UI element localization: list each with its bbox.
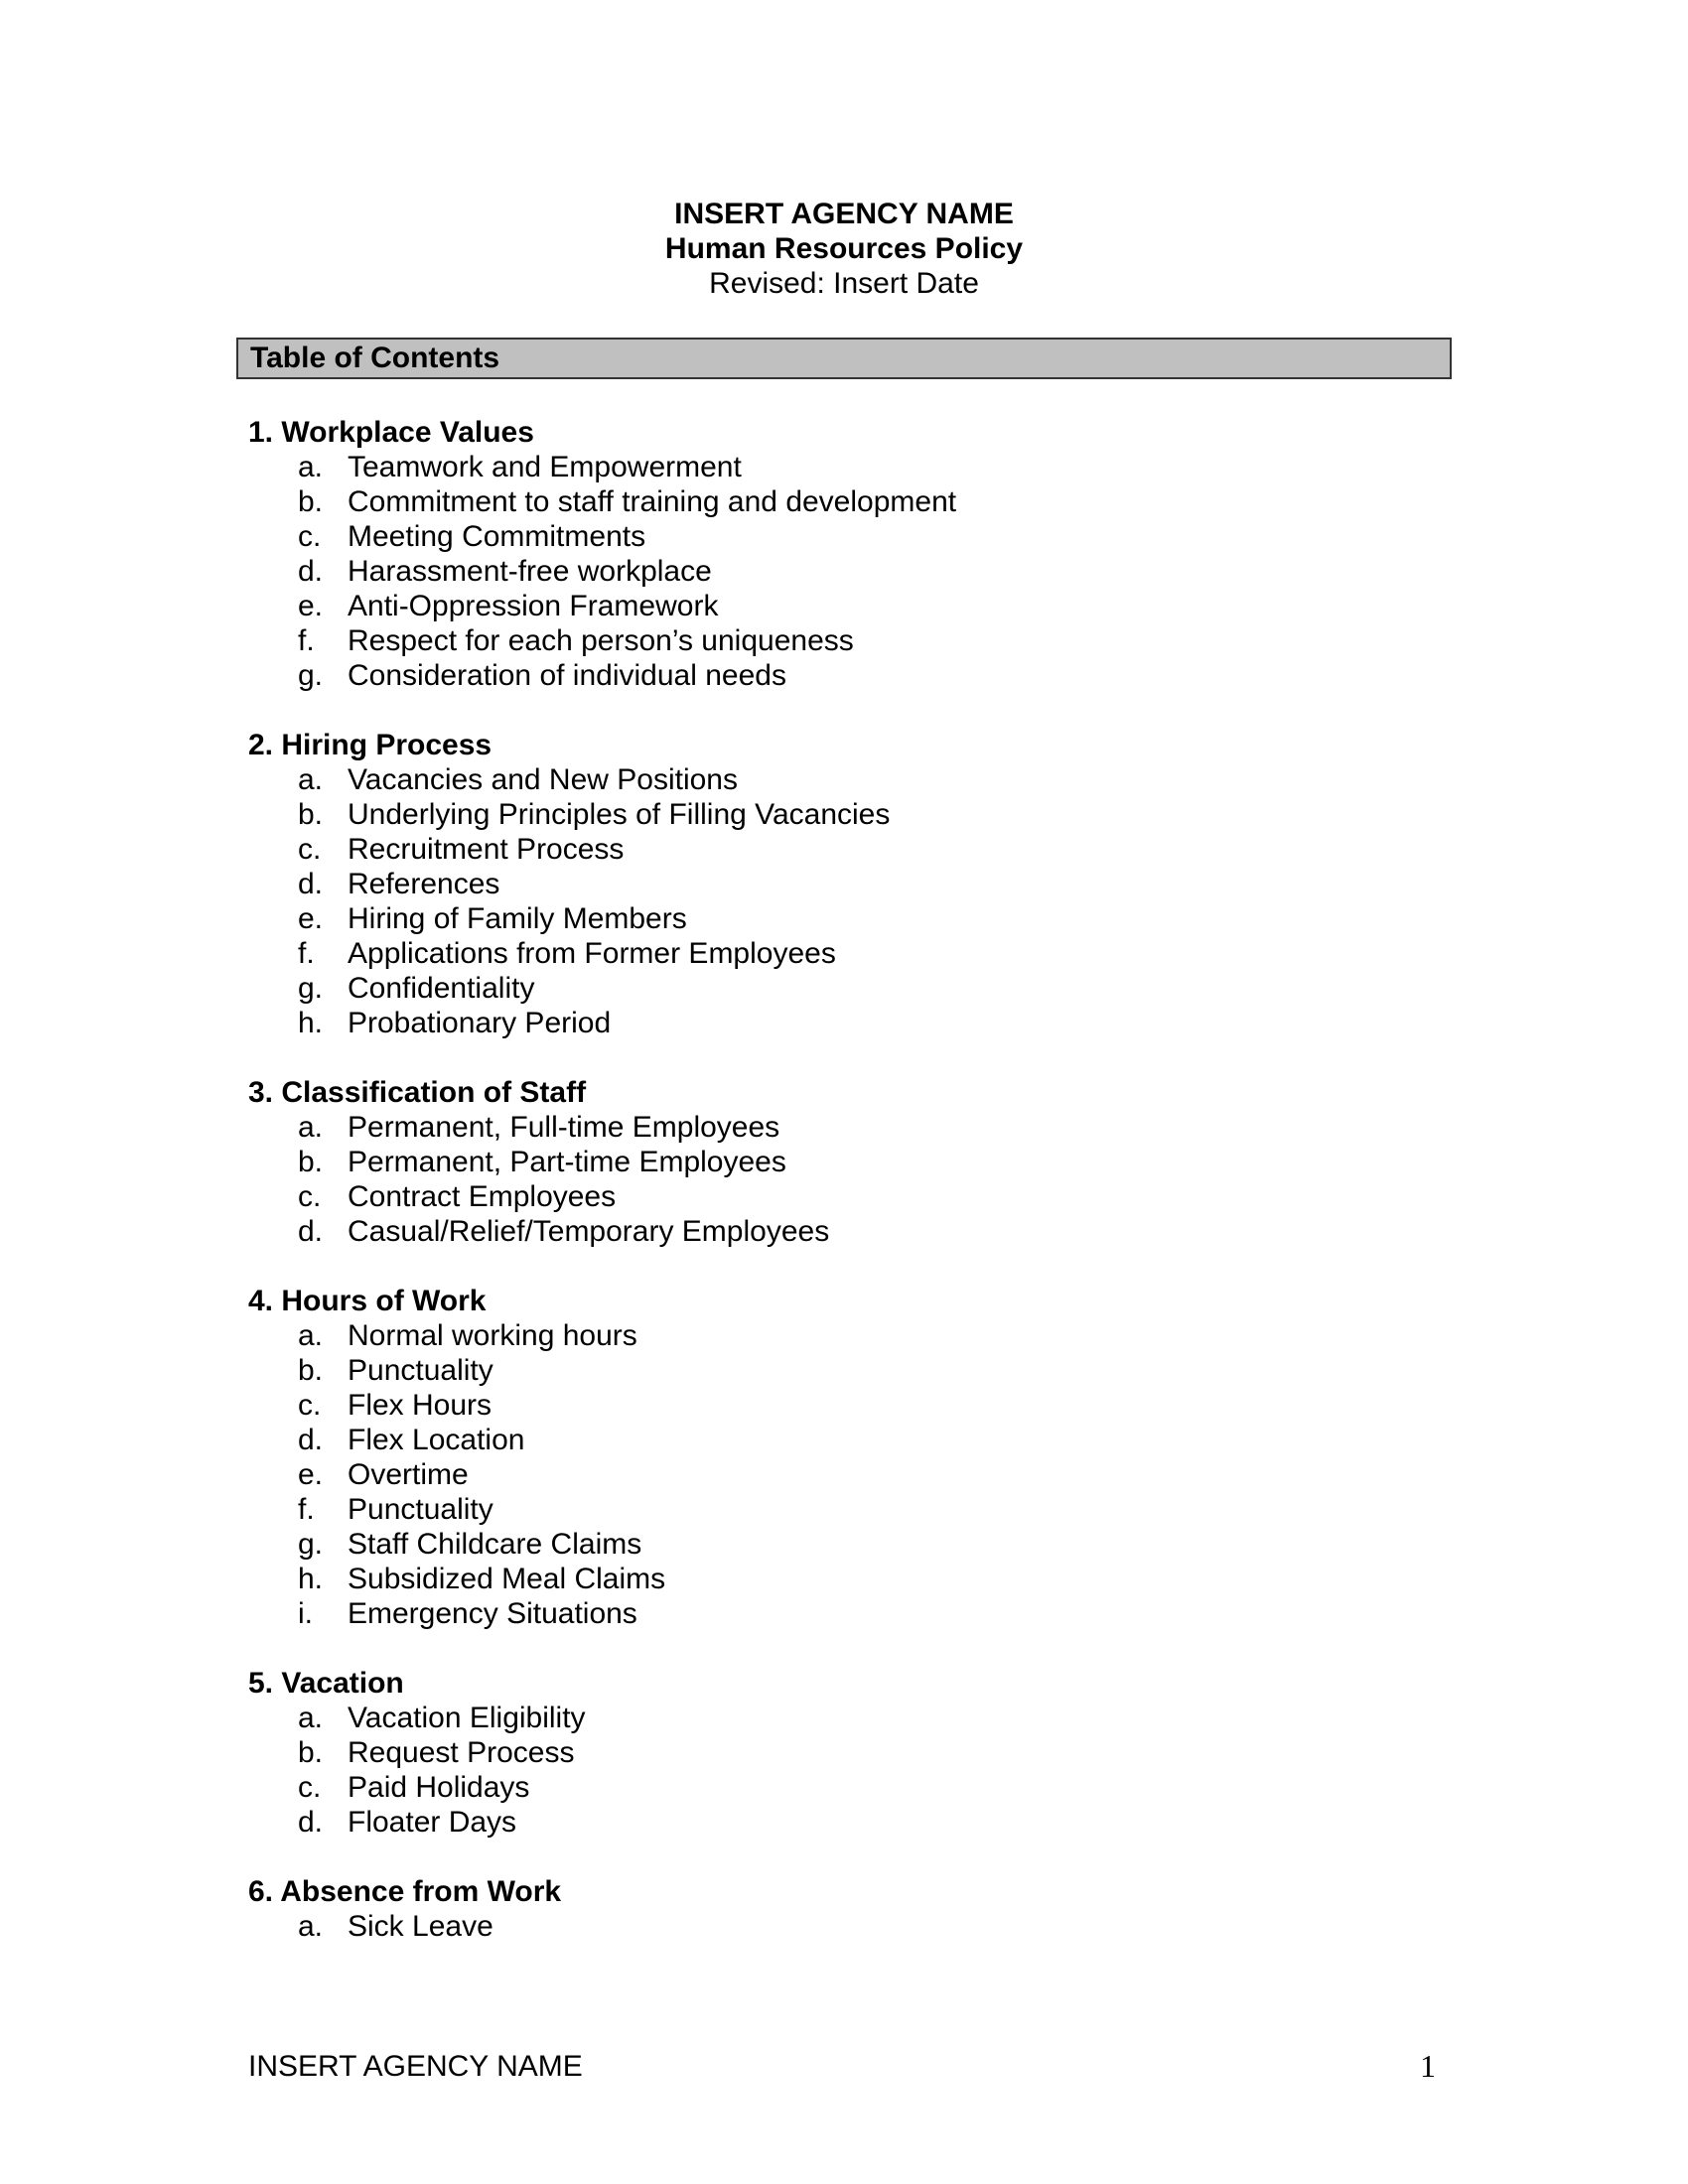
toc-list-item xyxy=(248,1353,1440,1388)
toc-list-item xyxy=(248,658,1440,693)
toc-item-text: Vacation Eligibility xyxy=(348,1702,586,1734)
toc-item-letter: a. xyxy=(298,1702,324,1734)
policy-title: Human Resources Policy xyxy=(664,232,1024,265)
toc-list-item xyxy=(248,1006,1440,1040)
toc-list-item xyxy=(248,1214,1440,1249)
toc-item-text: Commitment to staff training and development xyxy=(348,485,957,518)
toc-item-text: Flex Hours xyxy=(348,1389,492,1422)
toc-section-title: 1. Workplace Values xyxy=(248,416,534,449)
toc-item-text: Hiring of Family Members xyxy=(348,902,687,935)
toc-list-item xyxy=(248,519,1440,554)
toc-list-item xyxy=(248,1527,1440,1562)
toc-item-letter: c. xyxy=(298,1180,322,1213)
toc-list-item xyxy=(248,1318,1440,1353)
toc-item-text: Consideration of individual needs xyxy=(348,659,786,692)
toc-section-title: 4. Hours of Work xyxy=(248,1285,487,1317)
toc-item-text: Punctuality xyxy=(348,1493,493,1526)
toc-item-text: Normal working hours xyxy=(348,1319,637,1352)
toc-item-text: Punctuality xyxy=(348,1354,493,1387)
toc-item-letter: d. xyxy=(298,1215,324,1248)
toc-item-letter: c. xyxy=(298,833,322,866)
agency-name: INSERT AGENCY NAME xyxy=(674,198,1014,230)
toc-item-letter: b. xyxy=(298,1146,324,1178)
toc-item-text: Floater Days xyxy=(348,1806,517,1839)
toc-item-letter: g. xyxy=(298,972,324,1005)
toc-list-item xyxy=(248,484,1440,519)
toc-item-text: Paid Holidays xyxy=(348,1771,530,1804)
revised-date: Revised: Insert Date xyxy=(709,267,979,300)
toc-item-text: Respect for each person’s uniqueness xyxy=(348,624,854,657)
toc-item-text: Probationary Period xyxy=(348,1007,612,1039)
toc-item-text: Casual/Relief/Temporary Employees xyxy=(348,1215,830,1248)
toc-title: Table of Contents xyxy=(250,341,500,374)
toc-item-letter: c. xyxy=(298,520,322,553)
toc-item-letter: f. xyxy=(298,937,315,970)
toc-list-item xyxy=(248,1562,1440,1596)
toc-list-item xyxy=(248,1909,1440,1944)
toc-list-item xyxy=(248,867,1440,901)
toc-list-item xyxy=(248,832,1440,867)
toc-item-letter: h. xyxy=(298,1563,324,1595)
toc-list-item xyxy=(248,1388,1440,1423)
toc-list-item xyxy=(248,1701,1440,1735)
toc-item-text: Anti-Oppression Framework xyxy=(348,590,719,622)
toc-list-item xyxy=(248,554,1440,589)
toc-item-letter: a. xyxy=(298,1111,324,1144)
page-number: 1 xyxy=(1420,2048,1436,2084)
toc-item-text: Staff Childcare Claims xyxy=(348,1528,642,1561)
toc-item-letter: f. xyxy=(298,624,315,657)
toc-item-text: Harassment-free workplace xyxy=(348,555,712,588)
toc-item-text: Contract Employees xyxy=(348,1180,617,1213)
document-header xyxy=(0,197,1688,301)
toc-item-text: Teamwork and Empowerment xyxy=(348,451,742,483)
toc-section-title: 5. Vacation xyxy=(248,1667,404,1700)
toc-list-item xyxy=(248,450,1440,484)
toc-item-letter: a. xyxy=(298,1910,324,1943)
toc-list-item xyxy=(248,1596,1440,1631)
toc-item-text: Meeting Commitments xyxy=(348,520,646,553)
toc-item-text: Overtime xyxy=(348,1458,469,1491)
toc-item-letter: b. xyxy=(298,798,324,831)
toc-list-item xyxy=(248,1805,1440,1840)
toc-item-letter: f. xyxy=(298,1493,315,1526)
toc-item-letter: b. xyxy=(298,485,324,518)
toc-item-letter: g. xyxy=(298,1528,324,1561)
toc-item-letter: b. xyxy=(298,1354,324,1387)
toc-list-item xyxy=(248,589,1440,623)
toc-item-letter: b. xyxy=(298,1736,324,1769)
toc-item-text: Applications from Former Employees xyxy=(348,937,836,970)
toc-item-letter: g. xyxy=(298,659,324,692)
toc-list-item xyxy=(248,1423,1440,1457)
toc-item-letter: a. xyxy=(298,451,324,483)
toc-item-text: Sick Leave xyxy=(348,1910,493,1943)
toc-item-letter: d. xyxy=(298,1806,324,1839)
toc-section-title: 6. Absence from Work xyxy=(248,1875,562,1908)
toc-item-text: Underlying Principles of Filling Vacancies xyxy=(348,798,891,831)
toc-list-item xyxy=(248,1457,1440,1492)
toc-list-item xyxy=(248,1110,1440,1145)
toc-item-text: References xyxy=(348,868,500,900)
toc-item-letter: e. xyxy=(298,590,324,622)
toc-item-letter: d. xyxy=(298,555,324,588)
toc-item-letter: e. xyxy=(298,902,324,935)
toc-section xyxy=(248,728,1440,1040)
toc-sections xyxy=(248,415,1440,1979)
toc-list-item xyxy=(248,971,1440,1006)
toc-item-text: Subsidized Meal Claims xyxy=(348,1563,666,1595)
toc-item-letter: d. xyxy=(298,1424,324,1456)
footer-agency-name: INSERT AGENCY NAME xyxy=(248,2050,583,2083)
toc-section xyxy=(248,415,1440,693)
toc-item-letter: i. xyxy=(298,1597,313,1630)
toc-section xyxy=(248,1666,1440,1840)
toc-item-text: Recruitment Process xyxy=(348,833,625,866)
toc-title-bar xyxy=(236,338,1452,379)
toc-list-item xyxy=(248,901,1440,936)
toc-item-text: Permanent, Full-time Employees xyxy=(348,1111,780,1144)
toc-section-title: 3. Classification of Staff xyxy=(248,1076,587,1109)
toc-item-text: Vacancies and New Positions xyxy=(348,763,738,796)
toc-list-item xyxy=(248,1145,1440,1179)
toc-item-text: Request Process xyxy=(348,1736,575,1769)
toc-list-item xyxy=(248,623,1440,658)
toc-section xyxy=(248,1284,1440,1631)
toc-item-letter: c. xyxy=(298,1771,322,1804)
toc-item-text: Flex Location xyxy=(348,1424,525,1456)
toc-item-letter: e. xyxy=(298,1458,324,1491)
toc-list-item xyxy=(248,797,1440,832)
toc-list-item xyxy=(248,762,1440,797)
toc-list-item xyxy=(248,1492,1440,1527)
toc-section-title: 2. Hiring Process xyxy=(248,729,492,761)
toc-list-item xyxy=(248,936,1440,971)
toc-item-text: Emergency Situations xyxy=(348,1597,637,1630)
toc-list-item xyxy=(248,1770,1440,1805)
toc-list-item xyxy=(248,1179,1440,1214)
toc-item-letter: c. xyxy=(298,1389,322,1422)
toc-list-item xyxy=(248,1735,1440,1770)
toc-item-letter: d. xyxy=(298,868,324,900)
toc-item-letter: h. xyxy=(298,1007,324,1039)
toc-item-letter: a. xyxy=(298,763,324,796)
toc-section xyxy=(248,1874,1440,1944)
toc-item-text: Confidentiality xyxy=(348,972,535,1005)
toc-item-letter: a. xyxy=(298,1319,324,1352)
toc-item-text: Permanent, Part-time Employees xyxy=(348,1146,786,1178)
toc-section xyxy=(248,1075,1440,1249)
